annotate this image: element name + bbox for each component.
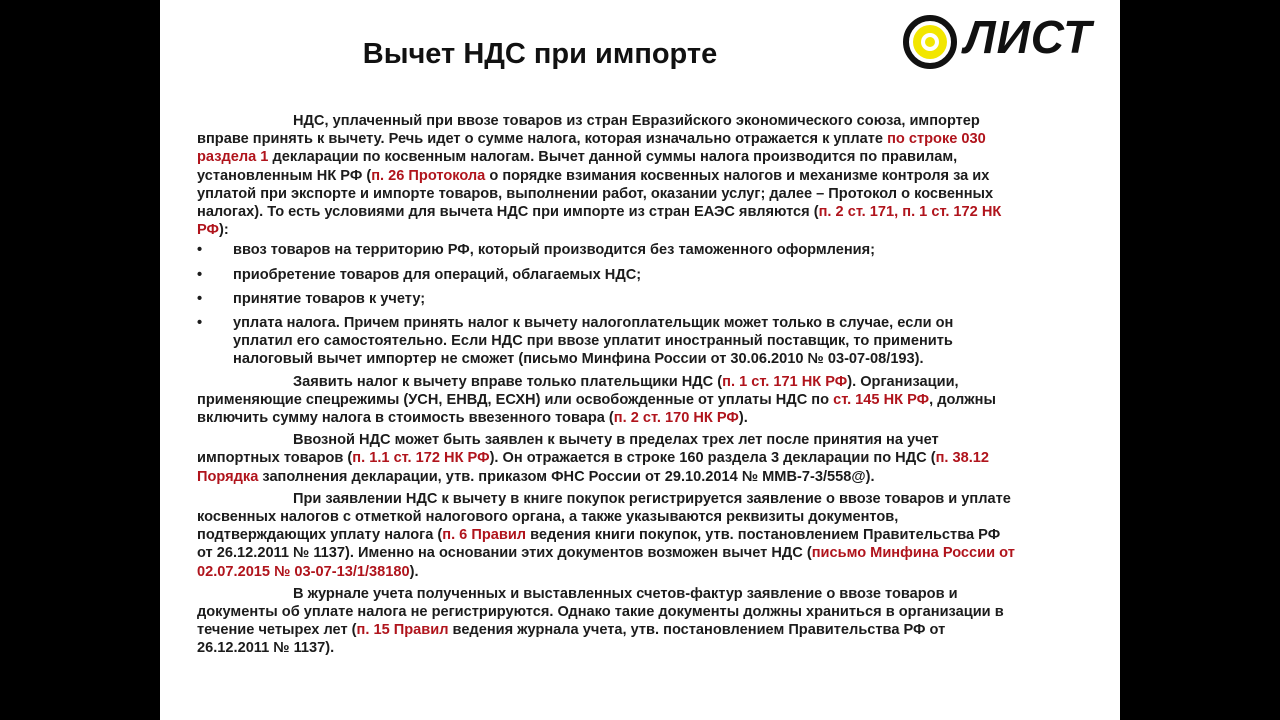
logo-text: ЛИСТ — [964, 11, 1093, 63]
yellow-ring-logo-icon — [902, 14, 958, 70]
text: В журнале учета полученных и выставленных счетов-фактур заявление о ввозе товаров и документы об уплате налога не регистрируются. Однако такие документы должны храниться в организации в течение четырех лет ( — [197, 585, 1004, 639]
list-item-text: принятие товаров к учету; — [233, 290, 426, 307]
law-reference: п. 1.1 ст. 172 НК РФ — [352, 450, 490, 467]
list-item-text: уплата налога. Причем принять налог к вычету налогоплательщик может только в случае, если он уплатил его самостоятельно. Если НДС при ввозе уплатит иностранный поставщик, то применить налоговый вычет импортер не сможет (письмо Минфина России от 30.06.2010 № 03-07-08/193). — [233, 315, 954, 368]
brand-logo — [902, 11, 1122, 70]
paragraph-payers — [197, 373, 1015, 428]
document-body — [197, 112, 1015, 658]
law-reference: п. 2 ст. 170 НК РФ — [613, 410, 739, 427]
text: При заявлении НДС к вычету в книге покупок регистрируется заявление о ввозе товаров и уплате косвенных налогов с отметкой налогового органа, а также указываются реквизиты документов, подтверждающих уплату налога ( — [197, 490, 1011, 544]
list-item-text: ввоз товаров на территорию РФ, который производится без таможенного оформления; — [233, 242, 875, 259]
bullet-icon: • — [197, 315, 203, 332]
page-title: Вычет НДС при импорте — [362, 38, 718, 70]
text: заполнения декларации, утв. приказом ФНС России от 29.10.2014 № ММВ-7-3/558@). — [258, 468, 875, 485]
text: Заявить налог к вычету вправе только плательщики НДС ( — [293, 373, 723, 390]
law-reference: по строке 030 раздела 1 — [197, 131, 986, 166]
paragraph-purchase-book — [197, 490, 1015, 581]
law-reference: п. 2 ст. 171, п. 1 ст. 172 НК РФ — [197, 204, 1002, 239]
bullet-icon: • — [197, 290, 203, 307]
text: ). — [409, 563, 419, 580]
law-reference: письмо Минфина России от 02.07.2015 № 03-07-13/1/38180 — [197, 545, 1015, 580]
law-reference: п. 1 ст. 171 НК РФ — [722, 373, 848, 390]
list-item — [197, 241, 1015, 259]
paragraph-intro — [197, 112, 1015, 239]
text: Ввозной НДС может быть заявлен к вычету в пределах трех лет после принятия на учет импортных товаров ( — [197, 432, 939, 467]
law-reference: п. 26 Протокола — [371, 167, 486, 184]
text: ). Организации, применяющие спецрежимы (УСН, ЕНВД, ЕСХН) или освобожденные от уплаты НДС по — [197, 373, 959, 408]
text: , должны включить сумму налога в стоимость ввезенного товара ( — [197, 391, 996, 427]
bullet-icon: • — [197, 242, 203, 259]
paragraph-period — [197, 431, 1015, 486]
text: ): — [219, 222, 229, 239]
text: о порядке взимания косвенных налогов и механизме контроля за их уплатой при экспорте и импорте товаров, выполнении работ, оказании услуг; далее – Протокол о косвенных налогах). То есть условиями для вычета НДС при импорте из стран ЕАЭС являются ( — [197, 167, 994, 221]
law-reference: п. 6 Правил — [442, 527, 527, 544]
bullet-icon: • — [197, 266, 203, 283]
slide — [160, 0, 1120, 720]
list-item — [197, 266, 1015, 284]
text: декларации по косвенным налогам. Вычет данной суммы налога производится по правилам, установленным НК РФ ( — [197, 149, 958, 184]
text: НДС, уплаченный при ввозе товаров из стран Евразийского экономического союза, импортер вправе принять к вычету. Речь идет о сумме налога, которая изначально отражается к уплате — [197, 113, 980, 148]
text: ). Он отражается в строке 160 раздела 3 декларации по НДС ( — [489, 450, 936, 467]
list-item — [197, 314, 1015, 369]
paragraph-journal — [197, 585, 1015, 658]
list-item-text: приобретение товаров для операций, облагаемых НДС; — [233, 266, 642, 283]
law-reference: п. 38.12 Порядка — [197, 450, 990, 485]
text: ведения журнала учета, утв. постановлением Правительства РФ от 26.12.2011 № 1137). — [197, 622, 946, 657]
conditions-list — [197, 241, 1015, 368]
text: ). — [738, 410, 748, 427]
list-item — [197, 290, 1015, 308]
law-reference: п. 15 Правил — [356, 622, 449, 639]
law-reference: ст. 145 НК РФ — [833, 391, 930, 408]
text: ведения книги покупок, утв. постановлением Правительства РФ от 26.12.2011 № 1137). Именно на основании этих документов возможен вычет НДС ( — [197, 527, 1001, 562]
